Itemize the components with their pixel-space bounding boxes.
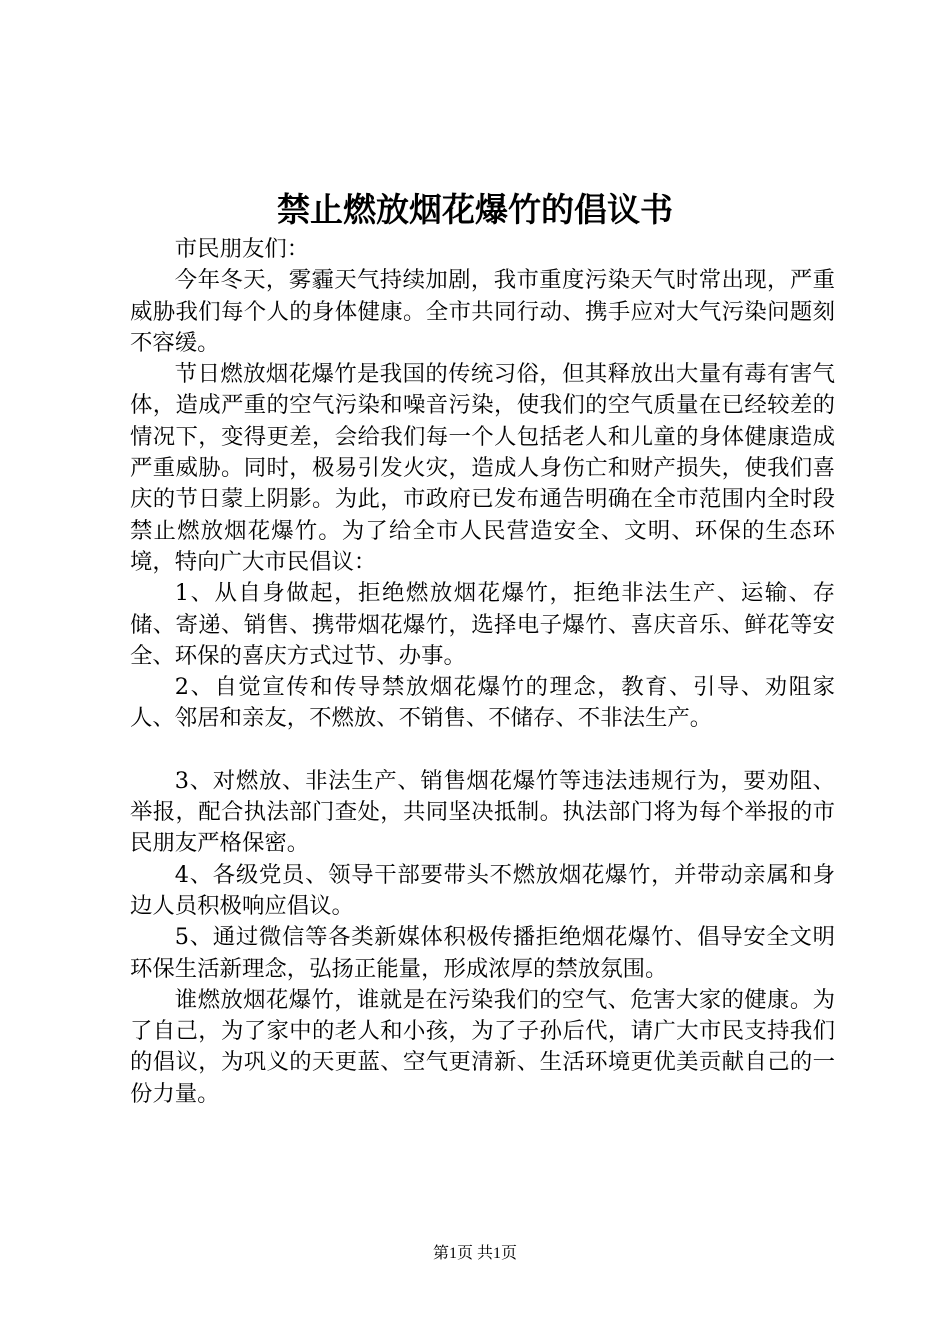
paragraph-closing: 谁燃放烟花爆竹，谁就是在污染我们的空气、危害大家的健康。为了自己，为了家中的老人和小孩，为了子孙后代，请广大市民支持我们的倡议，为巩义的天更蓝、空气更清新、生活环境更优美贡献自己的一份力量。 [130,986,835,1107]
paragraph-item-3: 3、对燃放、非法生产、销售烟花爆竹等违法违规行为，要劝阻、举报，配合执法部门查处，共同坚决抵制。执法部门将为每个举报的市民朋友严格保密。 [130,767,835,857]
salutation: 市民朋友们： [174,236,310,262]
document-title: 禁止燃放烟花爆竹的倡议书 [277,190,673,229]
paragraph-item-1: 1、从自身做起，拒绝燃放烟花爆竹，拒绝非法生产、运输、存储、寄递、销售、携带烟花爆竹，选择电子爆竹、喜庆音乐、鲜花等安全、环保的喜庆方式过节、办事。 [130,580,835,669]
paragraph-item-4: 4、各级党员、领导干部要带头不燃放烟花爆竹，并带动亲属和身边人员积极响应倡议。 [130,861,835,919]
page-number: 第1页 共1页 [432,1245,517,1262]
paragraph-background: 节日燃放烟花爆竹是我国的传统习俗，但其释放出大量有毒有害气体，造成严重的空气污染和噪音污染，使我们的空气质量在已经较差的情况下，变得更差，会给我们每一个人包括老人和儿童的身体健康造成严重威胁。同时，极易引发火灾，造成人身伤亡和财产损失，使我们喜庆的节日蒙上阴影。为此，市政府已发布通告明确在全市范围内全时段禁止燃放烟花爆竹。为了给全市人民营造安全、文明、环保的生态环境，特向广大市民倡议： [130,361,835,575]
paragraph-item-2: 2、自觉宣传和传导禁放烟花爆竹的理念，教育、引导、劝阻家人、邻居和亲友，不燃放、不销售、不储存、不非法生产。 [130,674,835,732]
paragraph-intro: 今年冬天，雾霾天气持续加剧，我市重度污染天气时常出现，严重威胁我们每个人的身体健康。全市共同行动、携手应对大气污染问题刻不容缓。 [130,267,835,356]
document-body [130,234,835,1110]
paragraph-item-5: 5、通过微信等各类新媒体积极传播拒绝烟花爆竹、倡导安全文明环保生活新理念，弘扬正能量，形成浓厚的禁放氛围。 [130,924,835,982]
